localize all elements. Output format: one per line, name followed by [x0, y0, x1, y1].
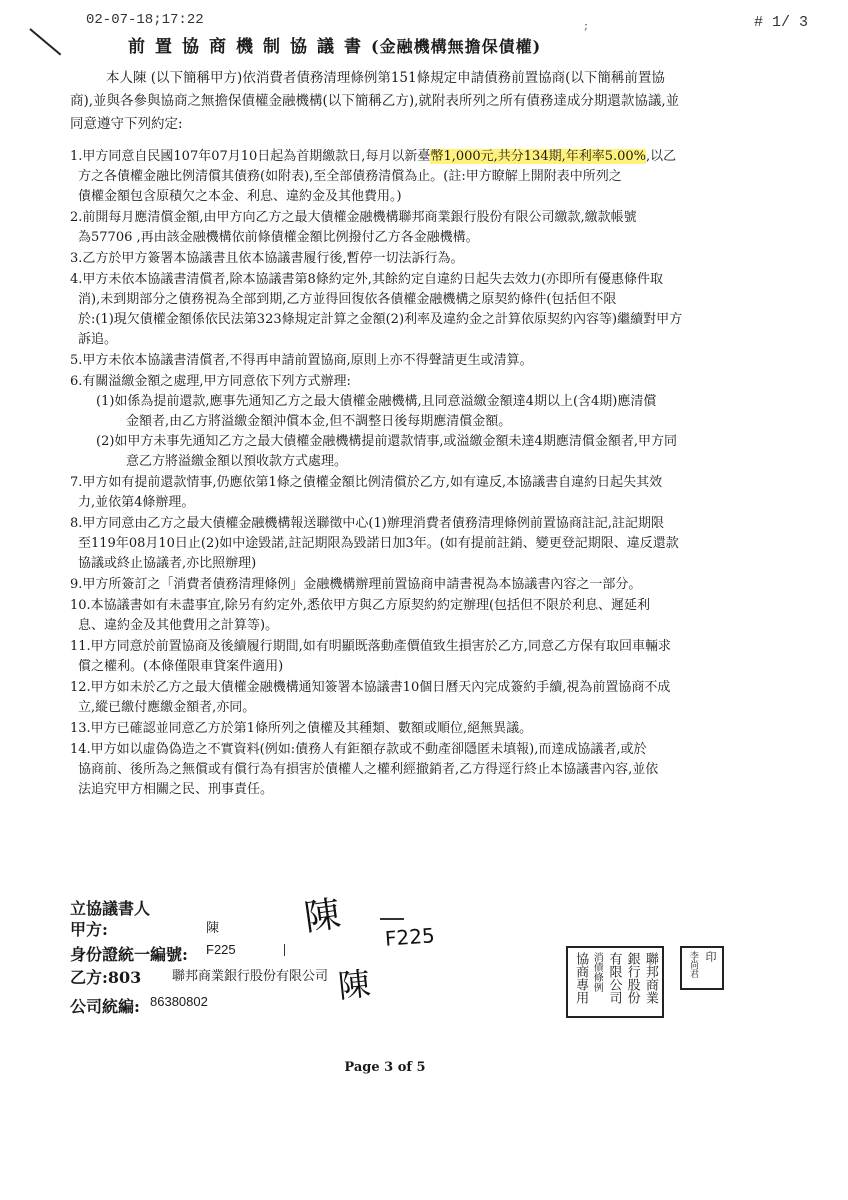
clause-line: 12.甲方如未於乙方之最大債權金融機構通知簽署本協議書10個日曆天內完成簽約手續,視為前置協商不成: [70, 680, 671, 695]
clause-1: [70, 147, 786, 207]
clause-line: 5.甲方未依本協議書清償者,不得再申請前置協商,原則上亦不得聲請更生或清算。: [70, 353, 533, 368]
party-a-label: 甲方:: [70, 920, 108, 939]
clause-line: 3.乙方於甲方簽署本協議書且依本協議書履行後,暫停一切法訴行為。: [70, 251, 464, 266]
subitem-line: 金額者,由乙方將溢繳金額沖償本金,但不調整日後每期應清償金額。: [126, 414, 512, 429]
party-a-name: 陳: [206, 920, 220, 935]
pen-stroke: [380, 918, 404, 920]
handwritten-signature-2: 陳: [336, 964, 373, 1006]
clause-line: 1.甲方同意自民國107年07月10日起為首期繳款日,每月以新臺: [70, 149, 431, 164]
clause-line: 10.本協議書如有未盡事宜,除另有約定外,悉依甲方與乙方原契約約定辦理(包括但不限於利息、遲延利: [70, 598, 651, 613]
handwritten-signature: 陳: [301, 893, 344, 940]
subitem-line: (1)如係為提前還款,應事先通知乙方之最大債權金融機構,且同意溢繳金額達4期以上(含4期)應清償: [96, 394, 657, 409]
clause-line: 法追究甲方相關之民、刑事責任。: [78, 782, 274, 797]
intro-line: 同意遵守下列約定:: [70, 116, 183, 132]
clause-14: [70, 740, 786, 800]
clause-line: 至119年08月10日止(2)如中途毀諾,註記期限為毀諾日加3年。(如有提前註銷、變更登記期限、違反還款: [78, 536, 679, 551]
party-b-name: 聯邦商業銀行股份有限公司: [172, 968, 329, 983]
clause-line: 協議或終止協議者,亦比照辦理): [78, 556, 257, 571]
clause-13: [70, 719, 786, 739]
clause-9: [70, 575, 786, 595]
highlighted-terms: 幣1,000元,共分134期,年利率5.00%: [430, 149, 647, 164]
seal-column: 消債條例: [591, 952, 603, 992]
intro-paragraph: [70, 67, 786, 136]
clause-line: 方之各債權金融比例清償其債務(如附表),至全部債務清償為止。(註:甲方瞭解上開附表中所列之: [78, 169, 622, 184]
clause-10: [70, 596, 786, 636]
clause-line: 為57706 ,再由該金融機構依前條債權金額比例撥付乙方各金融機構。: [78, 230, 479, 245]
fax-dot: ;: [584, 18, 589, 32]
company-seal: [566, 946, 664, 1018]
clause-line: 13.甲方已確認並同意乙方於第1條所列之債權及其種類、數額或順位,絕無異議。: [70, 721, 533, 736]
party-b-label: 乙方:803: [70, 968, 142, 987]
clause-6: [70, 372, 786, 472]
seal-column: 協商專用: [573, 952, 589, 1004]
seal-column: 李尚君: [688, 951, 698, 978]
title-sub: (金融機構無擔保債權): [371, 37, 542, 56]
clause-line: 7.甲方如有提前還款情事,仍應依第1條之債權金額比例清償於乙方,如有違反,本協議書自違約日起失其效: [70, 475, 663, 490]
clause-line: 14.甲方如以虛偽偽造之不實資料(例如:債務人有鉅額存款或不動產卻隱匿未填報),而達成協議者,或於: [70, 742, 647, 757]
clause-line: 2.前開每月應清償金額,由甲方向乙方之最大債權金融機構聯邦商業銀行股份有限公司繳款,繳款帳號: [70, 210, 637, 225]
clause-2: [70, 208, 786, 248]
clause-line: 4.甲方未依本協議書清償者,除本協議書第8條約定外,其餘約定自違約日起失去效力(亦即所有優惠條件取: [70, 272, 664, 287]
subitem-line: (2)如甲方未事先通知乙方之最大債權金融機構提前還款情事,或溢繳金額未達4期應清償金額者,甲方同: [96, 434, 677, 449]
tax-id-value: 86380802: [150, 994, 208, 1009]
clause-4: [70, 270, 786, 350]
clause-line-tail: ,以乙: [646, 149, 677, 164]
signatory-heading: 立協議書人: [70, 899, 151, 918]
mark-tick: [284, 944, 285, 956]
clause-line: 8.甲方同意由乙方之最大債權金融機構報送聯徵中心(1)辦理消費者債務清理條例前置協商註記,註記期限: [70, 516, 664, 531]
seal-column: 有限公司: [606, 952, 622, 1004]
clause-line: 協商前、後所為之無償或有償行為有損害於債權人之權利經撤銷者,乙方得逕行終止本協議書內容,並依: [78, 762, 659, 777]
scan-slash-mark: [29, 28, 61, 55]
clause-line: 力,並依第4條辦理。: [78, 495, 195, 510]
page-footer: Page 3 of 5: [344, 1060, 426, 1075]
title-main: 前置協商機制協議書: [128, 37, 371, 57]
intro-line: 本人陳 (以下簡稱甲方)依消費者債務清理條例第151條規定申請債務前置協商(以下簡稱前置協: [106, 70, 665, 86]
fax-timestamp: 02-07-18;17:22: [86, 12, 204, 28]
intro-line: 商),並與各參與協商之無擔保債權金融機構(以下簡稱乙方),就附表所列之所有債務達成分期還款協議,並: [70, 93, 680, 109]
document-title: [128, 32, 541, 57]
clause-line: 債權金額包含原積欠之本金、利息、違約金及其他費用。): [78, 189, 402, 204]
clause-line: 償之權利。(本條僅限車貸案件適用): [78, 659, 284, 674]
id-number-value: F225: [206, 942, 236, 957]
clause-line: 於:(1)現欠債權金額係依民法第323條規定計算之金額(2)利率及違約金之計算依原契約內容等)繼續對甲方: [78, 312, 683, 327]
clause-line: 9.甲方所簽訂之「消費者債務清理條例」金融機構辦理前置協商申請書視為本協議書內容之一部分。: [70, 577, 642, 592]
clause-12: [70, 678, 786, 718]
clause-8: [70, 514, 786, 574]
clauses-list: [70, 147, 786, 801]
seal-column: 印: [704, 951, 717, 962]
clause-11: [70, 637, 786, 677]
clause-5: [70, 351, 786, 371]
fax-page-marker: # 1/ 3: [753, 14, 808, 31]
seal-column: 銀行股份: [624, 952, 640, 1004]
seal-column: 聯邦商業: [642, 952, 658, 1004]
subitem-line: 意乙方將溢繳金額以預收款方式處理。: [126, 454, 348, 469]
handwritten-id: F225: [384, 923, 436, 951]
clause-line: 6.有關溢繳金額之處理,甲方同意依下列方式辦理:: [70, 374, 351, 389]
tax-id-label: 公司統編:: [70, 997, 140, 1016]
clause-line: 訴追。: [78, 332, 118, 347]
subitem-1: [70, 392, 786, 432]
clause-line: 息、違約金及其他費用之計算等)。: [78, 618, 279, 633]
personal-seal: [680, 946, 724, 990]
id-number-label: 身份證統一編號:: [70, 945, 188, 964]
clause-line: 11.甲方同意於前置協商及後續履行期間,如有明顯既落動產價值致生損害於乙方,同意乙方保有取回車輛求: [70, 639, 671, 654]
clause-3: [70, 249, 786, 269]
clause-line: 立,縱已繳付應繳金額者,亦同。: [78, 700, 256, 715]
clause-7: [70, 473, 786, 513]
subitem-2: [70, 432, 786, 472]
clause-line: 消),未到期部分之債務視為全部到期,乙方並得回復依各債權金融機構之原契約條件(包括但不限: [78, 292, 617, 307]
